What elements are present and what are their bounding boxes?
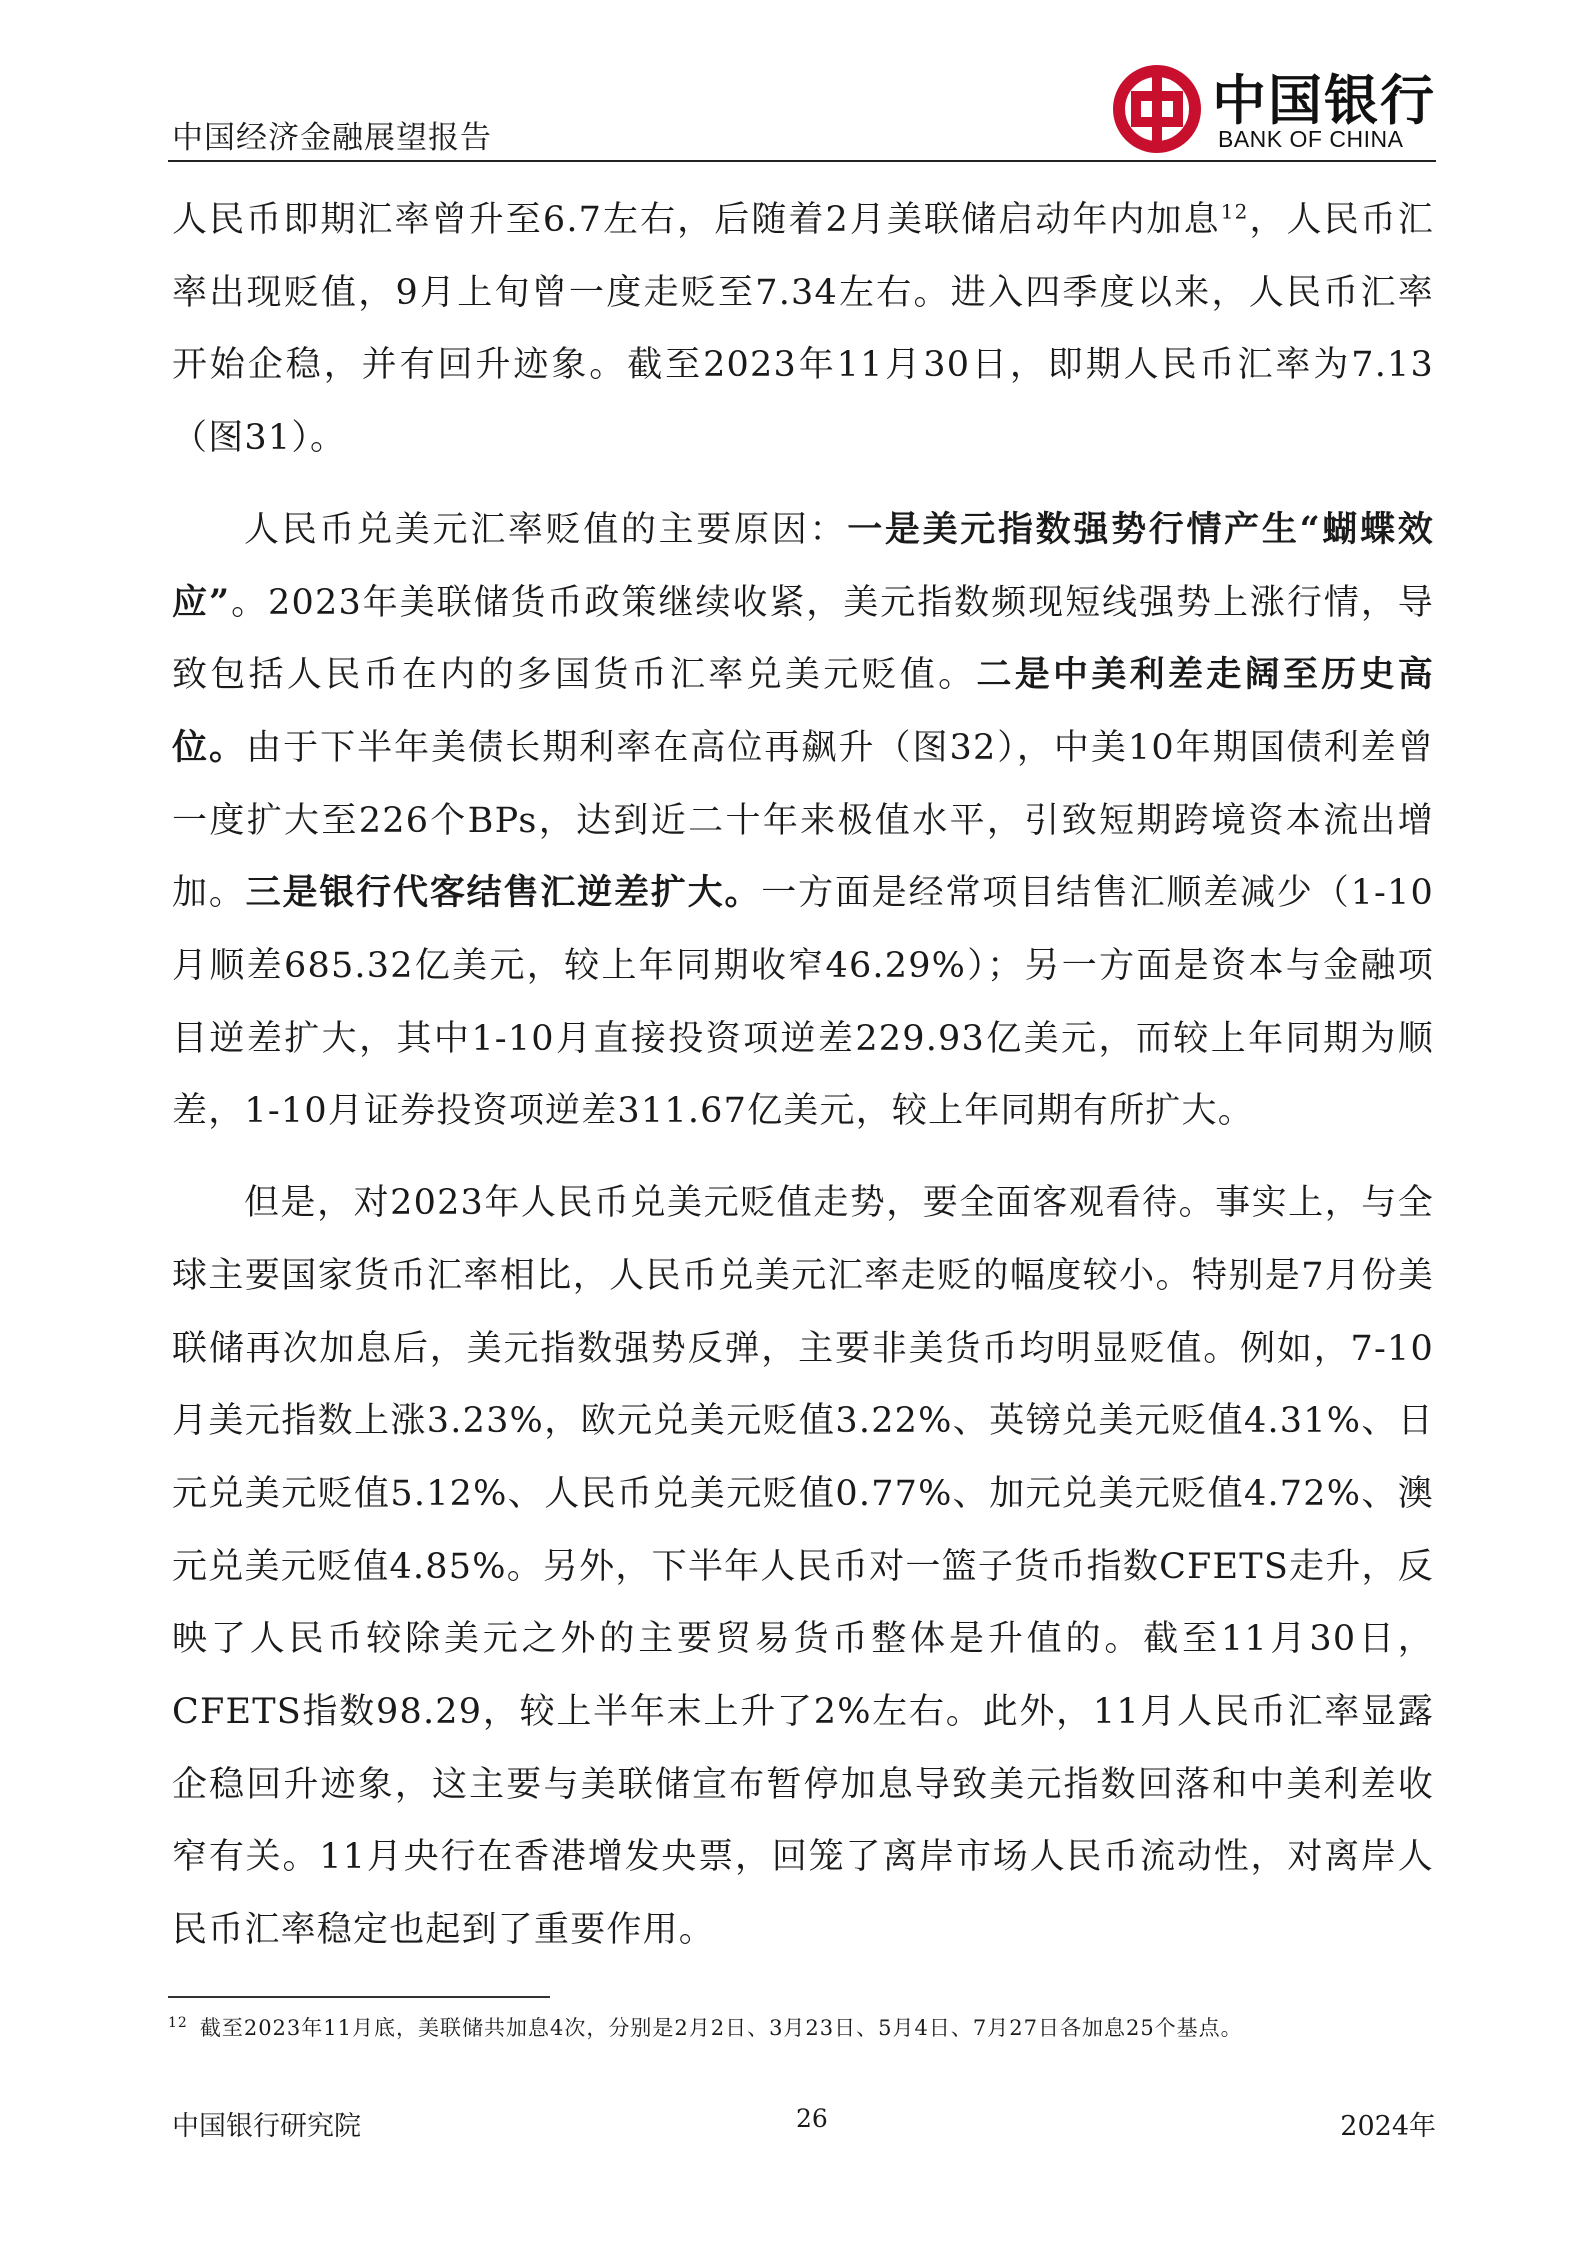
text-run: 人民币即期汇率曾升至6.7左右，后随着2月美联储启动年内加息 [172, 200, 1221, 240]
footnote-text: 截至2023年11月底，美联储共加息4次，分别是2月2日、3月23日、5月4日、7月27日各加息25个基点。 [199, 2016, 1243, 2040]
bank-of-china-emblem-icon [1112, 64, 1202, 154]
text-run: 一方面是经常项目结售汇顺差减少（1-10月顺差685.32亿美元，较上年同期收窄46.29%）；另一方面是资本与金融项目逆差扩大，其中1-10月直接投资项逆差229.93亿美元，而较上年同期为顺差，1-10月证券投资项逆差311.67亿美元，较上年同期有所扩大。 [172, 873, 1434, 1132]
text-run: ，人民币汇率出现贬值，9月上旬曾一度走贬至7.34左右。进入四季度以来，人民币汇率开始企稳，并有回升迹象。截至2023年11月30日，即期人民币汇率为7.13（图31）。 [172, 200, 1434, 459]
paragraph [172, 494, 1434, 1148]
body-text [172, 184, 1434, 1967]
paragraph [172, 184, 1434, 475]
footer-publisher: 中国银行研究院 [172, 2111, 361, 2142]
logo-english-name: BANK OF CHINA [1218, 126, 1404, 152]
bold-text: 二是中美利差走阔至历史高位。 [172, 654, 1435, 768]
text-run: 由于下半年美债长期利率在高位再飙升（图32），中美10年期国债利差曾一度扩大至226个BPs，达到近二十年来极值水平，引致短期跨境资本流出增加。 [172, 727, 1435, 914]
paragraph [172, 1167, 1434, 1967]
header-divider [168, 160, 1436, 162]
page-number: 26 [796, 2104, 828, 2133]
bank-logo [1112, 62, 1438, 162]
footnote-reference: 12 [1220, 199, 1249, 224]
text-run: 。2023年美联储货币政策继续收紧，美元指数频现短线强势上涨行情，导致包括人民币在内的多国货币汇率兑美元贬值。 [172, 582, 1434, 696]
footer-year: 2024年 [1340, 2111, 1436, 2142]
text-run: 人民币兑美元汇率贬值的主要原因： [244, 509, 848, 550]
text-run: 但是，对2023年人民币兑美元贬值走势，要全面客观看待。事实上，与全球主要国家货币汇率相比，人民币兑美元汇率走贬的幅度较小。特别是7月份美联储再次加息后，美元指数强势反弹，主要非美货币均明显贬值。例如，7-10月美元指数上涨3.23%，欧元兑美元贬值3.22%、英镑兑美元贬值4.31%、日元兑美元贬值5.12%、人民币兑美元贬值0.77%、加元兑美元贬值4.72%、澳元兑美元贬值4.85%。另外，下半年人民币对一篮子货币指数CFETS走升，反映了人民币较除美元之外的主要贸易货币整体是升值的。截至11月30日，CFETS指数98.29，较上半年末上升了2%左右。此外，11月人民币汇率显露企稳回升迹象，这主要与美联储宣布暂停加息导致美元指数回落和中美利差收窄有关。11月央行在香港增发央票，回笼了离岸市场人民币流动性，对离岸人民币汇率稳定也起到了重要作用。 [172, 1183, 1434, 1951]
footnote-mark: 12 [168, 2015, 188, 2031]
report-title: 中国经济金融展望报告 [172, 120, 492, 156]
footnote-divider [168, 1996, 550, 1998]
bold-text: 三是银行代客结售汇逆差扩大。 [245, 872, 762, 914]
logo-chinese-name: 中国银行 [1212, 68, 1436, 132]
footnote [168, 2012, 1243, 2042]
bold-text: 一是美元指数强势行情产生“蝴蝶效应” [172, 508, 1434, 623]
